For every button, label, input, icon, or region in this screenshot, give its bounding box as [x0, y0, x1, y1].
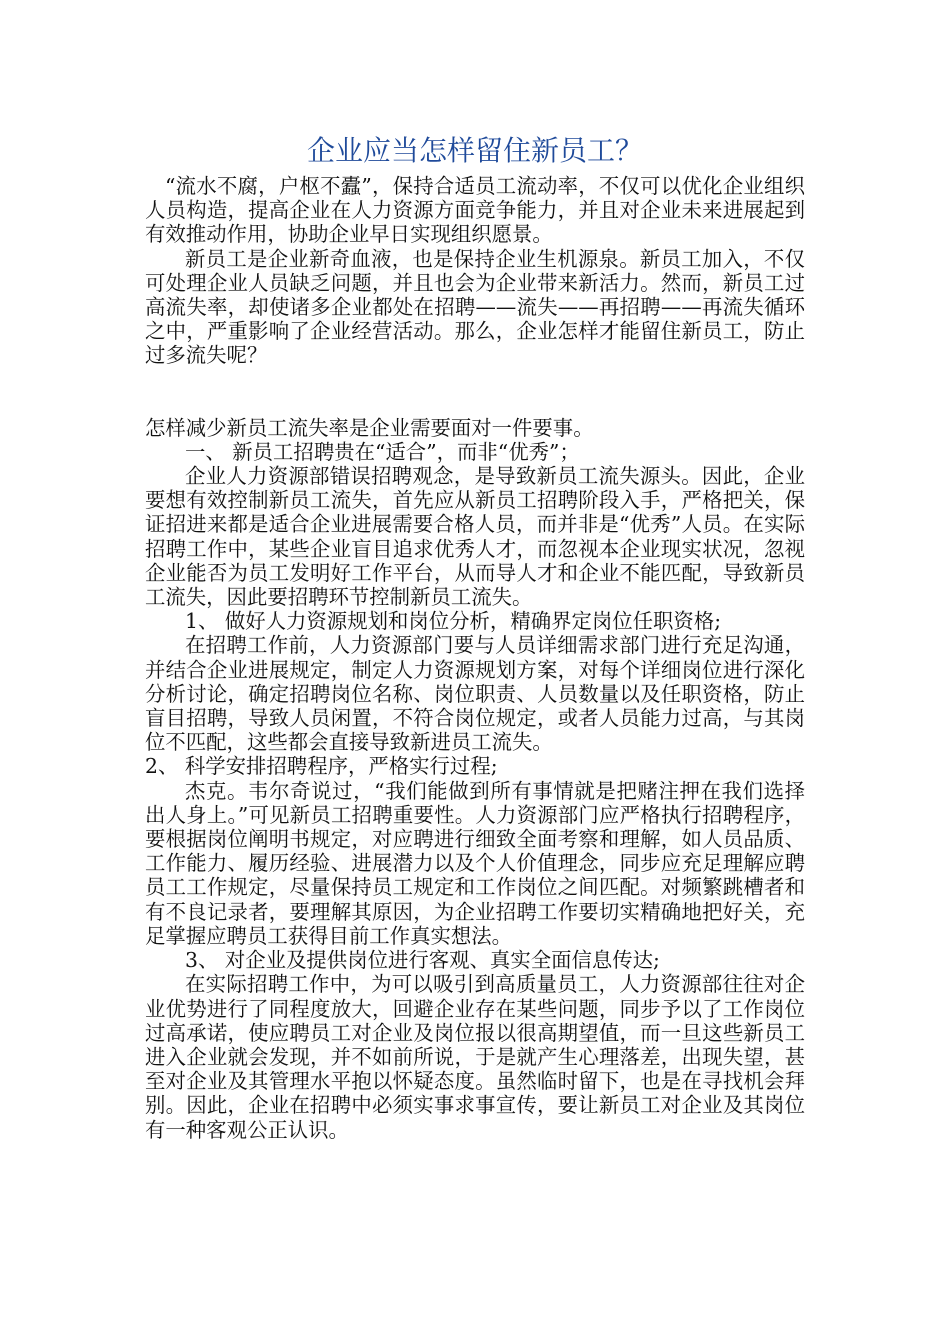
paragraph-intro: “流水不腐，户枢不蠹”，保持合适员工流动率，不仅可以优化企业组织人员构造，提高企业在人力资源方面竞争能力，并且对企业未来进展起到有效推动作用，协助企业早日实现组织愿景。 [145, 174, 805, 247]
paragraph-section-1: 企业人力资源部错误招聘观念，是导致新员工流失源头。因此，企业要想有效控制新员工流失，首先应从新员工招聘阶段入手，严格把关，保证招进来都是适合企业进展需要合格人员，而并非是“优秀”人员。在实际招聘工作中，某些企业盲目追求优秀人才，而忽视本企业现实状况，忽视企业能否为员工发明好工作平台，从而导人才和企业不能匹配，导致新员工流失，因此要招聘环节控制新员工流失。 [145, 464, 805, 610]
document-body [145, 174, 805, 1142]
subheading-3: 3、 对企业及提供岗位进行客观、真实全面信息传达; [185, 948, 660, 973]
paragraph-new-employees: 新员工是企业新奇血液，也是保持企业生机源泉。新员工加入，不仅可处理企业人员缺乏问题，并且也会为企业带来新活力。然而，新员工过高流失率，却使诸多企业都处在招聘——流失——再招聘——再流失循环之中，严重影响了企业经营活动。那么，企业怎样才能留住新员工，防止过多流失呢？ [145, 246, 805, 368]
paragraph-question: 怎样减少新员工流失率是企业需要面对一件要事。 [145, 415, 594, 440]
paragraph-subsection-1: 在招聘工作前，人力资源部门要与人员详细需求部门进行充足沟通，并结合企业进展规定，制定人力资源规划方案，对每个详细岗位进行深化分析讨论，确定招聘岗位名称、岗位职责、人员数量以及任职资格，防止盲目招聘，导致人员闲置，不符合岗位规定，或者人员能力过高，与其岗位不匹配，这些都会直接导致新进员工流失。 [145, 633, 805, 755]
paragraph-subsection-2: 杰克。韦尔奇说过，“我们能做到所有事情就是把赌注押在我们选择出人身上。”可见新员工招聘重要性。人力资源部门应严格执行招聘程序，要根据岗位阐明书规定，对应聘进行细致全面考察和理解，如人员品质、工作能力、履历经验、进展潜力以及个人价值理念，同步应充足理解应聘员工工作规定，尽量保持员工规定和工作岗位之间匹配。对频繁跳槽者和有不良记录者，要理解其原因，为企业招聘工作要切实精确地把好关，充足掌握应聘员工获得目前工作真实想法。 [145, 778, 805, 948]
section-heading-1: 一、 新员工招聘贵在“适合”，而非“优秀”； [185, 439, 580, 464]
page-title: 企业应当怎样留住新员工？ [306, 134, 643, 167]
subheading-2: 2、 科学安排招聘程序，严格实行过程; [145, 754, 498, 779]
blank-line [145, 368, 805, 416]
subheading-1: 1、 做好人力资源规划和岗位分析，精确界定岗位任职资格; [185, 609, 722, 634]
paragraph-subsection-3: 在实际招聘工作中，为可以吸引到高质量员工，人力资源部往往对企业优势进行了同程度放大，回避企业存在某些问题，同步予以了工作岗位过高承诺，使应聘员工对企业及岗位报以很高期望值，而一旦这些新员工进入企业就会发现，并不如前所说，于是就产生心理落差，出现失望，甚至对企业及其管理水平抱以怀疑态度。虽然临时留下，也是在寻找机会拜别。因此，企业在招聘中必须实事求事宣传，要让新员工对企业及其岗位有一种客观公正认识。 [145, 972, 805, 1142]
